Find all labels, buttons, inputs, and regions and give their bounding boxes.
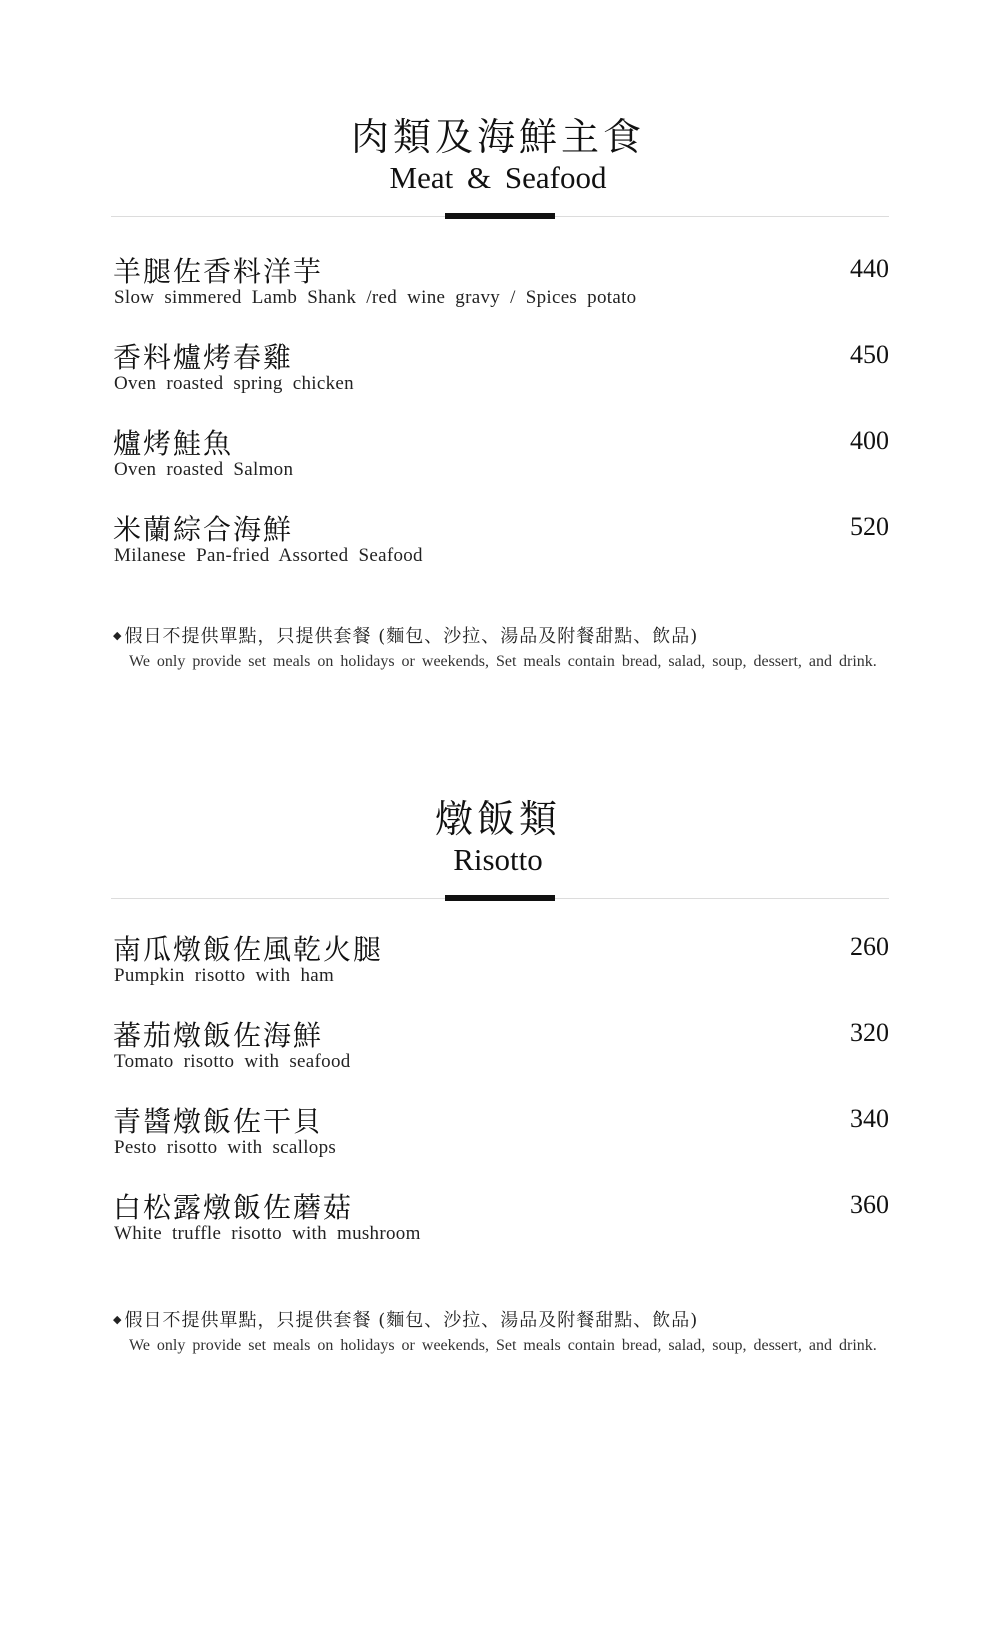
diamond-bullet-icon: ◆ [113,629,123,642]
item-price: 340 [850,1104,889,1133]
item-name-zh: 香料爐烤春雞 [113,341,294,374]
item-name-zh: 白松露燉飯佐蘑菇 [113,1191,354,1224]
item-name-en: Slow simmered Lamb Shank /red wine gravy / Spices potato [114,287,637,308]
item-name-en: Tomato risotto with seafood [114,1051,351,1072]
item-name-zh: 青醬燉飯佐干貝 [113,1105,324,1138]
diamond-bullet-icon: ◆ [113,1313,123,1326]
section-title-en: Risotto [453,842,543,877]
item-name-en: Pesto risotto with scallops [114,1137,337,1158]
menu-item [113,1014,889,1084]
note-text-en: We only provide set meals on holidays or weekends, Set meals contain bread, salad, soup, dessert, and drink. [129,653,877,670]
menu-item [113,250,889,320]
note-text-zh: 假日不提供單點，只提供套餐 (麵包、沙拉、湯品及附餐甜點、飲品) [124,1310,699,1331]
menu-item [113,928,889,998]
item-name-zh: 羊腿佐香料洋芋 [113,255,324,288]
menu-item [113,508,889,578]
section-title-en: Meat & Seafood [389,160,607,195]
set-meal-note [113,1306,889,1355]
set-meal-note [113,622,889,671]
item-price: 440 [850,254,889,283]
item-name-zh: 米蘭綜合海鮮 [113,513,294,546]
item-name-en: Milanese Pan-fried Assorted Seafood [114,545,423,566]
menu-item [113,422,889,492]
note-text-en: We only provide set meals on holidays or weekends, Set meals contain bread, salad, soup, dessert, and drink. [129,1337,877,1354]
item-name-zh: 蕃茄燉飯佐海鮮 [113,1019,324,1052]
item-name-zh: 南瓜燉飯佐風乾火腿 [113,933,384,966]
menu-item [113,1100,889,1170]
item-price: 360 [850,1190,889,1219]
section-title-zh: 燉飯類 [434,797,561,841]
item-name-en: Oven roasted spring chicken [114,373,354,394]
menu-item [113,1186,889,1256]
item-price: 400 [850,426,889,455]
section-title-zh: 肉類及海鮮主食 [350,115,645,159]
item-price: 520 [850,512,889,541]
section-accent-bar [445,213,555,219]
item-name-zh: 爐烤鮭魚 [113,427,234,460]
item-price: 260 [850,932,889,961]
section-accent-bar [445,895,555,901]
note-text-zh: 假日不提供單點，只提供套餐 (麵包、沙拉、湯品及附餐甜點、飲品) [124,626,699,647]
item-price: 320 [850,1018,889,1047]
item-price: 450 [850,340,889,369]
menu-item [113,336,889,406]
item-name-en: Oven roasted Salmon [114,459,294,480]
item-name-en: Pumpkin risotto with ham [114,965,335,986]
item-name-en: White truffle risotto with mushroom [114,1223,421,1244]
